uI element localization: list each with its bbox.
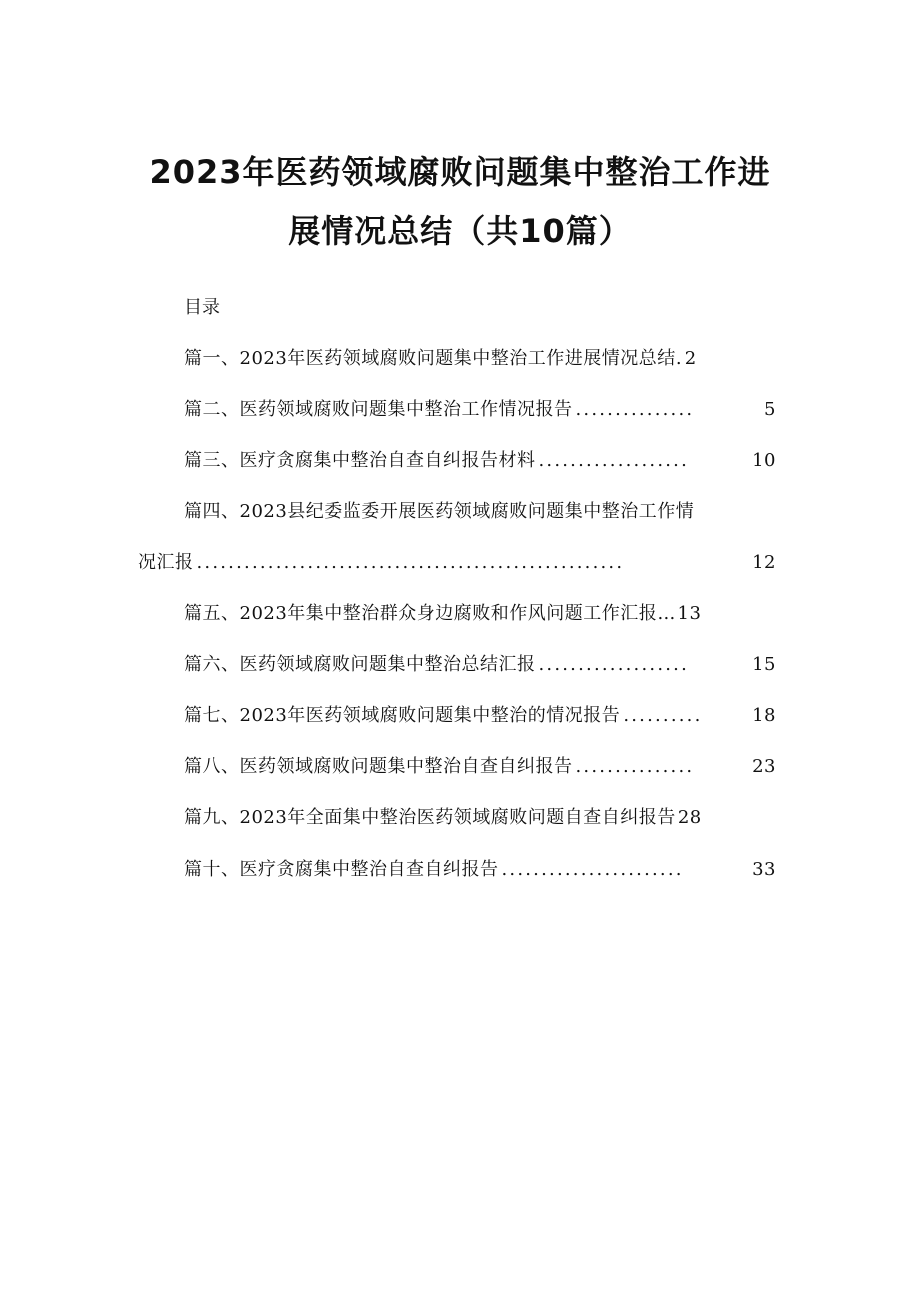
toc-dot-leader: ................... [538, 450, 690, 471]
toc-page-number: 10 [752, 450, 776, 471]
toc-entry-4[interactable] [184, 499, 776, 525]
toc-dot-leader: ....................... [501, 859, 684, 880]
toc-entry-label: 篇八、医药领域腐败问题集中整治自查自纠报告 [184, 756, 573, 777]
toc-entry-label: 篇九、2023年全面集中整治医药领域腐败问题自查自纠报告 [184, 807, 676, 828]
toc-entry-label: 篇五、2023年集中整治群众身边腐败和作风问题工作汇报 [184, 603, 658, 624]
toc-page-number: 23 [752, 756, 776, 777]
toc-entry-label: 篇四、2023县纪委监委开展医药领域腐败问题集中整治工作情 [184, 501, 695, 522]
toc-entry-3[interactable] [184, 448, 776, 474]
toc-dot-leader: ............... [575, 756, 695, 777]
toc-entry-label: 篇三、医疗贪腐集中整治自查自纠报告材料 [184, 450, 536, 471]
toc-page-number: 15 [752, 654, 776, 675]
toc-entry-9[interactable] [184, 805, 776, 831]
toc-dot-leader: ............... [575, 399, 695, 420]
toc-entry-10[interactable] [184, 857, 776, 883]
toc-page-number: 2 [684, 348, 697, 369]
document-title-line-2: 展情况总结（共10篇） [288, 212, 632, 250]
toc-page-number: 28 [677, 807, 702, 828]
toc-entry-2[interactable] [184, 397, 776, 423]
toc-dot-leader: .......... [623, 705, 703, 726]
toc-entry-label: 篇七、2023年医药领域腐败问题集中整治的情况报告 [184, 705, 621, 726]
toc-entry-4-continued[interactable] [138, 550, 776, 576]
toc-entry-label: 篇一、2023年医药领域腐败问题集中整治工作进展情况总结 [184, 348, 676, 369]
toc-dot-leader: … [657, 603, 678, 624]
toc-page-number: 13 [677, 603, 702, 624]
toc-page-number: 18 [752, 705, 776, 726]
toc-heading: 目录 [184, 297, 220, 318]
document-title-line-1: 2023年医药领域腐败问题集中整治工作进 [149, 153, 771, 191]
toc-dot-leader: ................... [538, 654, 690, 675]
toc-entry-6[interactable] [184, 652, 776, 678]
toc-entry-7[interactable] [184, 703, 776, 729]
toc-dot-leader: ...................................................... [196, 552, 625, 573]
toc-entry-label: 篇二、医药领域腐败问题集中整治工作情况报告 [184, 399, 573, 420]
toc-entry-8[interactable] [184, 754, 776, 780]
toc-page-number: 33 [752, 859, 776, 880]
toc-entry-label: 篇六、医药领域腐败问题集中整治总结汇报 [184, 654, 536, 675]
toc-page-number: 12 [752, 552, 776, 573]
toc-entry-label: 况汇报 [138, 552, 194, 573]
toc-dot-leader: . [675, 348, 684, 369]
toc-entry-1[interactable] [184, 346, 776, 372]
toc-page-number: 5 [764, 399, 776, 420]
toc-entry-5[interactable] [184, 601, 776, 627]
toc-entry-label: 篇十、医疗贪腐集中整治自查自纠报告 [184, 859, 499, 880]
